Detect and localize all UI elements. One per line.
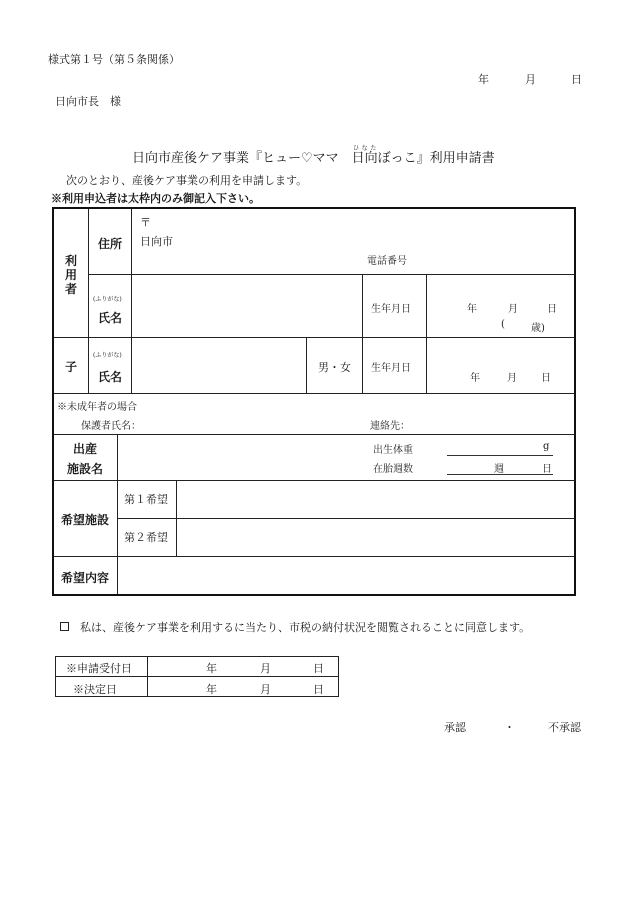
rule	[54, 556, 575, 557]
preferred-content-label: 希望内容	[61, 571, 110, 585]
title-ruby-word	[351, 145, 378, 166]
child-dob-label: 生年月日	[371, 363, 411, 374]
rule	[147, 656, 148, 697]
notice-text: ※利用申込者は太枠内のみ御記入下さい。	[51, 192, 260, 205]
reject-label: 不承認	[548, 721, 581, 734]
intro-text: 次のとおり、産後ケア事業の利用を申請します。	[66, 174, 308, 187]
rule	[54, 480, 575, 481]
phone-label: 電話番号	[367, 256, 407, 267]
consent-checkbox[interactable]	[60, 622, 69, 631]
birth-facility-label-2: 施設名	[67, 462, 104, 476]
weight-underline	[447, 455, 553, 456]
child-furigana-label: (ふりがな)	[93, 352, 122, 359]
received-day: 日	[313, 662, 324, 675]
second-choice-label: 第２希望	[124, 531, 168, 544]
received-year: 年	[206, 662, 217, 675]
applicant-name-label: 氏名	[98, 311, 123, 325]
rule	[176, 480, 177, 556]
gestation-underline	[447, 474, 553, 475]
decided-month: 月	[260, 683, 271, 696]
received-month: 月	[260, 662, 271, 675]
form-number: 様式第１号（第５条関係）	[48, 53, 180, 66]
rule	[88, 209, 89, 393]
addressee: 日向市長 様	[55, 95, 121, 108]
section-char: 利	[64, 254, 77, 268]
rule	[54, 393, 575, 394]
date-month: 月	[525, 73, 536, 86]
consent-text: 私は、産後ケア事業を利用するに当たり、市税の納付状況を閲覧されることに同意します。	[80, 621, 531, 634]
page-title	[132, 145, 495, 166]
applicant-dob-month: 月	[508, 304, 518, 315]
birth-weight-label: 出生体重	[373, 445, 413, 456]
rule	[54, 337, 575, 338]
gestation-day-unit: 日	[542, 464, 552, 475]
rule	[362, 274, 363, 393]
rule	[89, 274, 575, 275]
title-ruby: ひなた	[351, 145, 378, 152]
rule	[54, 434, 575, 435]
decided-date-label: ※決定日	[73, 683, 117, 696]
applicant-dob-day: 日	[547, 304, 557, 315]
applicant-dob-label: 生年月日	[371, 304, 411, 315]
decided-day: 日	[313, 683, 324, 696]
address-label: 住所	[98, 237, 123, 251]
rule	[55, 676, 339, 677]
rule	[118, 518, 575, 519]
rule	[117, 434, 118, 594]
rule	[426, 274, 427, 393]
decision-separator: ・	[504, 721, 515, 734]
child-dob-year: 年	[470, 373, 480, 384]
contact-label: 連絡先：	[370, 421, 410, 432]
applicant-section-label	[64, 254, 78, 296]
date-day: 日	[571, 73, 582, 86]
received-date-label: ※申請受付日	[66, 662, 132, 675]
rule	[131, 209, 132, 393]
postal-mark: 〒	[140, 216, 151, 229]
child-dob-day: 日	[541, 373, 551, 384]
first-choice-label: 第１希望	[124, 493, 168, 506]
guardian-name-label: 保護者氏名：	[81, 421, 141, 432]
title-ruby-base: 日向	[351, 151, 378, 166]
furigana-label: (ふりがな)	[93, 296, 122, 303]
age-unit: 歳)	[531, 323, 545, 334]
child-section-label: 子	[65, 360, 78, 374]
decided-year: 年	[206, 683, 217, 696]
age-open: (	[501, 319, 505, 330]
child-name-label: 氏名	[98, 370, 123, 384]
minor-note: ※未成年者の場合	[57, 402, 137, 413]
gestation-week-unit: 週	[494, 464, 504, 475]
gestation-label: 在胎週数	[373, 464, 413, 475]
applicant-dob-year: 年	[467, 304, 477, 315]
preferred-facility-label: 希望施設	[61, 513, 110, 527]
title-main-before: 日向市産後ケア事業『ヒュー♡ママ	[132, 151, 352, 166]
child-dob-month: 月	[507, 373, 517, 384]
section-char: 用	[64, 268, 77, 282]
date-year: 年	[478, 73, 489, 86]
approve-label: 承認	[444, 721, 466, 734]
child-sex-label: 男・女	[318, 361, 351, 374]
rule	[306, 337, 307, 393]
birth-facility-label-1: 出産	[73, 442, 98, 456]
title-main-after: ぼっこ』利用申請書	[377, 151, 495, 166]
address-city: 日向市	[140, 235, 173, 248]
section-char: 者	[64, 282, 77, 296]
birth-weight-unit: g	[543, 441, 550, 452]
